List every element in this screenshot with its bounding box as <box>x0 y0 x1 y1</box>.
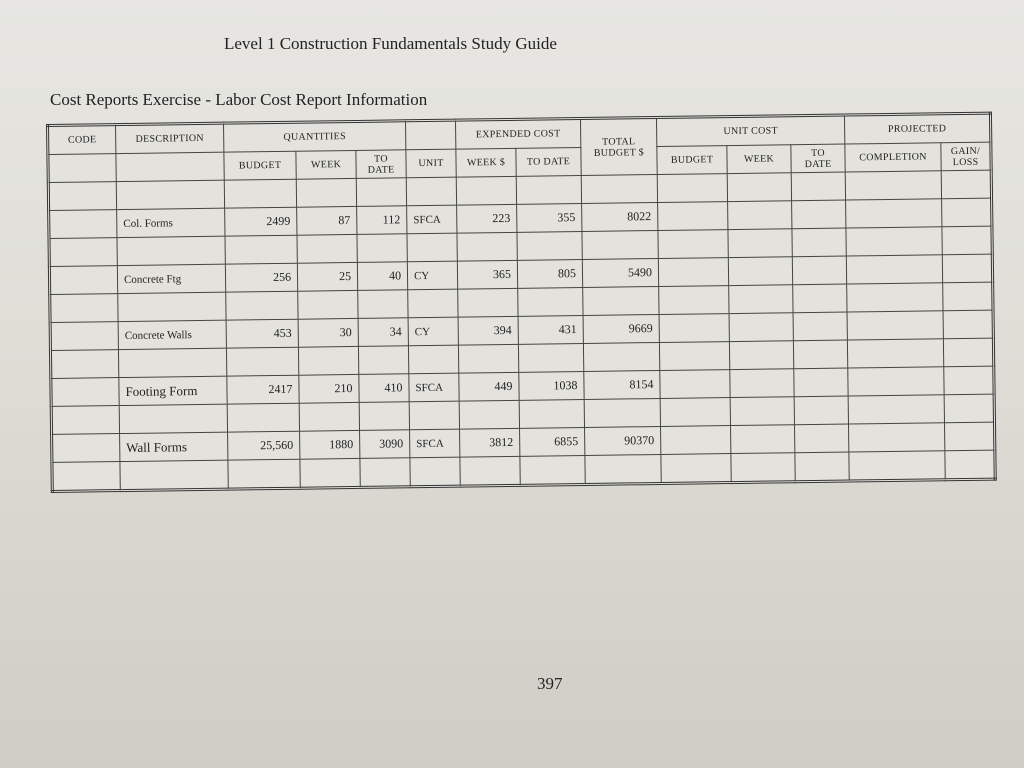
cell-e-week: 449 <box>459 372 519 401</box>
subheader-code-blank <box>48 154 116 183</box>
blank-cell <box>118 348 226 377</box>
blank-cell <box>518 343 583 372</box>
blank-cell <box>729 285 793 314</box>
subheader-q-to-date: TO DATE <box>356 150 406 179</box>
empty-cell <box>944 366 994 395</box>
cell-e-week: 223 <box>457 204 517 233</box>
blank-cell <box>728 229 792 258</box>
blank-cell <box>583 342 659 371</box>
empty-cell <box>846 199 942 228</box>
blank-cell <box>118 292 226 321</box>
subheader-q-budget: BUDGET <box>224 151 296 180</box>
subheader-u-to-date: TO DATE <box>791 144 845 173</box>
blank-cell <box>583 286 659 315</box>
cell-e-to-date: 1038 <box>519 371 584 400</box>
blank-cell <box>661 454 731 484</box>
cell-q-budget: 2417 <box>227 375 299 404</box>
subheader-unit: UNIT <box>406 149 456 178</box>
blank-cell <box>297 234 357 263</box>
cell-unit: CY <box>407 261 457 290</box>
header-code: CODE <box>48 125 116 155</box>
blank-cell <box>407 233 457 262</box>
cell-q-week: 87 <box>297 206 357 235</box>
empty-cell <box>943 310 993 339</box>
cell-unit: SFCA <box>407 205 457 234</box>
cell-q-to-date: 40 <box>357 262 407 291</box>
empty-cell <box>728 257 792 286</box>
blank-cell <box>406 177 456 206</box>
empty-cell <box>795 424 849 453</box>
cell-description: Footing Form <box>119 376 227 405</box>
blank-cell <box>582 230 658 259</box>
blank-cell <box>296 178 356 207</box>
cell-q-week: 210 <box>299 374 359 403</box>
blank-cell <box>116 180 224 209</box>
blank-cell <box>943 338 993 367</box>
cell-total-budget: 90370 <box>585 426 661 455</box>
blank-cell <box>846 227 942 256</box>
header-expended-cost: EXPENDED COST <box>455 119 580 150</box>
blank-cell <box>941 170 991 199</box>
blank-cell <box>585 454 661 484</box>
empty-cell <box>730 369 794 398</box>
blank-cell <box>657 174 727 203</box>
header-quantities: QUANTITIES <box>224 121 406 152</box>
blank-cell <box>227 403 299 432</box>
cell-e-week: 394 <box>458 316 518 345</box>
blank-cell <box>791 172 845 201</box>
empty-cell <box>847 311 943 340</box>
blank-cell <box>794 396 848 425</box>
empty-cell <box>51 378 119 407</box>
blank-cell <box>459 400 519 429</box>
blank-cell <box>226 291 298 320</box>
empty-cell <box>848 423 944 452</box>
page-number: 397 <box>537 674 563 693</box>
blank-cell <box>659 342 729 371</box>
subheader-e-to-date: TO DATE <box>516 148 581 177</box>
header-projected: PROJECTED <box>844 113 990 144</box>
blank-cell <box>730 397 794 426</box>
blank-cell <box>516 175 581 204</box>
header-description: DESCRIPTION <box>116 123 224 153</box>
blank-cell <box>795 452 849 482</box>
blank-cell <box>409 401 459 430</box>
blank-cell <box>731 453 795 483</box>
cell-q-to-date: 3090 <box>360 430 410 459</box>
cell-q-to-date: 112 <box>357 206 407 235</box>
cell-e-to-date: 6855 <box>520 427 585 456</box>
cell-q-to-date: 410 <box>359 374 409 403</box>
cell-q-week: 1880 <box>300 430 360 459</box>
blank-cell <box>943 282 993 311</box>
cell-description: Col. Forms <box>117 208 225 237</box>
empty-cell <box>846 255 942 284</box>
blank-cell <box>408 345 458 374</box>
blank-cell <box>727 173 791 202</box>
cell-description: Wall Forms <box>120 432 228 461</box>
empty-cell <box>659 314 729 343</box>
cell-total-budget: 9669 <box>583 314 659 343</box>
subheader-p-gain-loss: GAIN/ LOSS <box>941 142 991 171</box>
blank-cell <box>942 226 992 255</box>
empty-cell <box>944 422 994 451</box>
cell-unit: CY <box>408 317 458 346</box>
blank-cell <box>793 340 847 369</box>
blank-cell <box>460 456 520 486</box>
blank-cell <box>51 406 119 435</box>
header-unit-cost: UNIT COST <box>656 115 844 146</box>
blank-cell <box>408 289 458 318</box>
empty-cell <box>50 322 118 351</box>
blank-cell <box>225 235 297 264</box>
blank-cell <box>120 460 228 490</box>
empty-cell <box>848 367 944 396</box>
cell-e-to-date: 355 <box>517 203 582 232</box>
labor-cost-table <box>46 112 997 493</box>
blank-cell <box>226 347 298 376</box>
empty-cell <box>792 200 846 229</box>
blank-cell <box>584 398 660 427</box>
blank-cell <box>793 284 847 313</box>
blank-cell <box>848 395 944 424</box>
blank-cell <box>299 402 359 431</box>
blank-cell <box>659 286 729 315</box>
blank-cell <box>849 451 945 481</box>
header-unit-blank <box>405 120 455 150</box>
empty-cell <box>942 254 992 283</box>
blank-cell <box>360 458 410 488</box>
blank-cell <box>457 232 517 261</box>
empty-cell <box>731 425 795 454</box>
blank-cell <box>300 458 360 488</box>
empty-cell <box>792 256 846 285</box>
blank-cell <box>660 398 730 427</box>
empty-cell <box>658 202 728 231</box>
empty-cell <box>728 201 792 230</box>
empty-cell <box>793 312 847 341</box>
blank-cell <box>581 175 657 204</box>
cell-e-to-date: 805 <box>517 259 582 288</box>
empty-cell <box>49 266 117 295</box>
blank-cell <box>658 230 728 259</box>
cell-q-budget: 453 <box>226 319 298 348</box>
empty-cell <box>942 198 992 227</box>
blank-cell <box>52 462 120 492</box>
blank-cell <box>847 339 943 368</box>
blank-cell <box>50 350 118 379</box>
blank-cell <box>518 287 583 316</box>
blank-cell <box>847 283 943 312</box>
subheader-u-week: WEEK <box>727 145 791 174</box>
cell-description: Concrete Walls <box>118 320 226 349</box>
blank-cell <box>792 228 846 257</box>
guide-header: Level 1 Construction Fundamentals Study Guide <box>224 34 557 53</box>
cell-total-budget: 8022 <box>582 203 658 232</box>
blank-cell <box>520 455 585 485</box>
blank-cell <box>944 394 994 423</box>
blank-cell <box>458 288 518 317</box>
subheader-p-completion: COMPLETION <box>845 143 941 172</box>
subheader-description-blank <box>116 152 224 181</box>
blank-cell <box>519 399 584 428</box>
blank-cell <box>517 231 582 260</box>
blank-cell <box>50 294 118 323</box>
empty-cell <box>52 434 120 463</box>
cell-q-week: 30 <box>298 318 358 347</box>
cell-e-week: 3812 <box>460 428 520 457</box>
cell-q-budget: 25,560 <box>228 431 300 460</box>
blank-cell <box>410 457 460 487</box>
blank-cell <box>358 290 408 319</box>
subheader-q-week: WEEK <box>296 150 356 179</box>
blank-cell <box>729 341 793 370</box>
cell-unit: SFCA <box>409 373 459 402</box>
cell-total-budget: 5490 <box>582 258 658 287</box>
blank-cell <box>358 346 408 375</box>
blank-cell <box>845 171 941 200</box>
blank-cell <box>119 404 227 433</box>
empty-cell <box>660 370 730 399</box>
blank-cell <box>298 346 358 375</box>
cell-q-week: 25 <box>297 262 357 291</box>
blank-cell <box>117 236 225 265</box>
empty-cell <box>658 258 728 287</box>
empty-cell <box>729 313 793 342</box>
blank-cell <box>356 178 406 207</box>
blank-cell <box>228 459 300 489</box>
labor-cost-table-wrapper <box>46 112 997 493</box>
empty-cell <box>661 426 731 455</box>
subheader-u-budget: BUDGET <box>657 146 727 175</box>
blank-cell <box>49 238 117 267</box>
cell-total-budget: 8154 <box>584 370 660 399</box>
subheader-e-week: WEEK $ <box>456 148 516 177</box>
cell-q-budget: 256 <box>225 263 297 292</box>
empty-cell <box>794 368 848 397</box>
blank-cell <box>48 182 116 211</box>
cell-unit: SFCA <box>410 429 460 458</box>
cell-description: Concrete Ftg <box>117 264 225 293</box>
blank-cell <box>357 234 407 263</box>
blank-cell <box>458 344 518 373</box>
section-title: Cost Reports Exercise - Labor Cost Report Information <box>50 90 428 109</box>
blank-cell <box>224 179 296 208</box>
blank-cell <box>456 176 516 205</box>
cell-e-week: 365 <box>457 260 517 289</box>
header-total-budget: TOTAL BUDGET $ <box>580 118 657 176</box>
blank-cell <box>945 450 995 480</box>
cell-e-to-date: 431 <box>518 315 583 344</box>
empty-cell <box>49 210 117 239</box>
cell-q-to-date: 34 <box>358 318 408 347</box>
blank-cell <box>298 290 358 319</box>
blank-cell <box>359 402 409 431</box>
cell-q-budget: 2499 <box>225 207 297 236</box>
